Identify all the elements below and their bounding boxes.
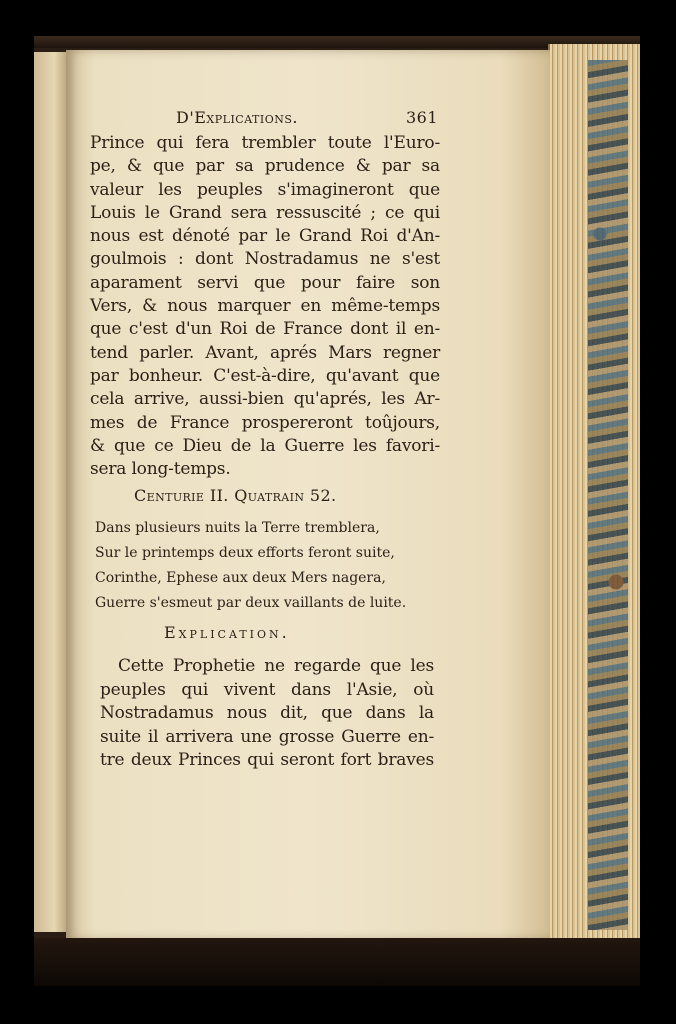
text-line: peuples qui vivent dans l'Asie, où <box>100 679 434 700</box>
quatrain-line-1: Dans plusieurs nuits la Terre tremblera, <box>95 520 380 536</box>
text-line: par bonheur. C'est-à-dire, qu'avant que <box>90 365 440 386</box>
explanation-title: Explication. <box>164 623 290 642</box>
text-line: suite il arrivera une grosse Guerre en- <box>100 726 434 747</box>
paragraph-2 <box>100 655 434 773</box>
left-page-edge <box>34 52 68 932</box>
text-line: Nostradamus nous dit, que dans la <box>100 703 434 723</box>
text-line: cela arrive, aussi-bien qu'aprés, les Ar- <box>90 389 440 410</box>
cover-bottom-edge <box>34 938 640 986</box>
quatrain-line-3: Corinthe, Ephese aux deux Mers nagera, <box>95 570 386 586</box>
text-line: que c'est d'un Roi de France dont il en- <box>90 319 440 340</box>
text-line: nous est dénoté par le Grand Roi d'An- <box>90 226 440 247</box>
text-line: sera long-temps. <box>90 459 231 480</box>
text-line: pe, & que par sa prudence & par sa <box>90 156 440 177</box>
quatrain-line-2: Sur le printemps deux efforts feront suite, <box>95 545 395 561</box>
running-title: D'Explications. <box>176 108 298 127</box>
quatrain-line-4: Guerre s'esmeut par deux vaillants de luite. <box>95 595 407 611</box>
text-line: aparament servi que pour faire son <box>90 272 440 293</box>
text-line: Cette Prophetie ne regarde que les <box>118 656 434 676</box>
text-line: tend parler. Avant, aprés Mars regner <box>90 342 440 363</box>
text-line: Louis le Grand sera ressuscité ; ce qui <box>90 202 440 223</box>
paragraph-1 <box>90 132 440 481</box>
text-line: valeur les peuples s'imagineront que <box>90 179 440 200</box>
text-line: Vers, & nous marquer en même-temps <box>90 296 440 317</box>
text-line: mes de France prospereront toûjours, <box>90 412 440 433</box>
text-line: & que ce Dieu de la Guerre les favori- <box>90 435 440 456</box>
text-line: goulmois : dont Nostradamus ne s'est <box>90 249 440 270</box>
marbled-edge <box>588 60 628 930</box>
text-line: Prince qui fera trembler toute l'Euro- <box>90 133 440 153</box>
running-header <box>176 108 438 127</box>
section-title: Centurie II. Quatrain 52. <box>134 486 337 505</box>
text-line: tre deux Princes qui seront fort braves <box>100 750 434 770</box>
page-number: 361 <box>405 108 438 127</box>
